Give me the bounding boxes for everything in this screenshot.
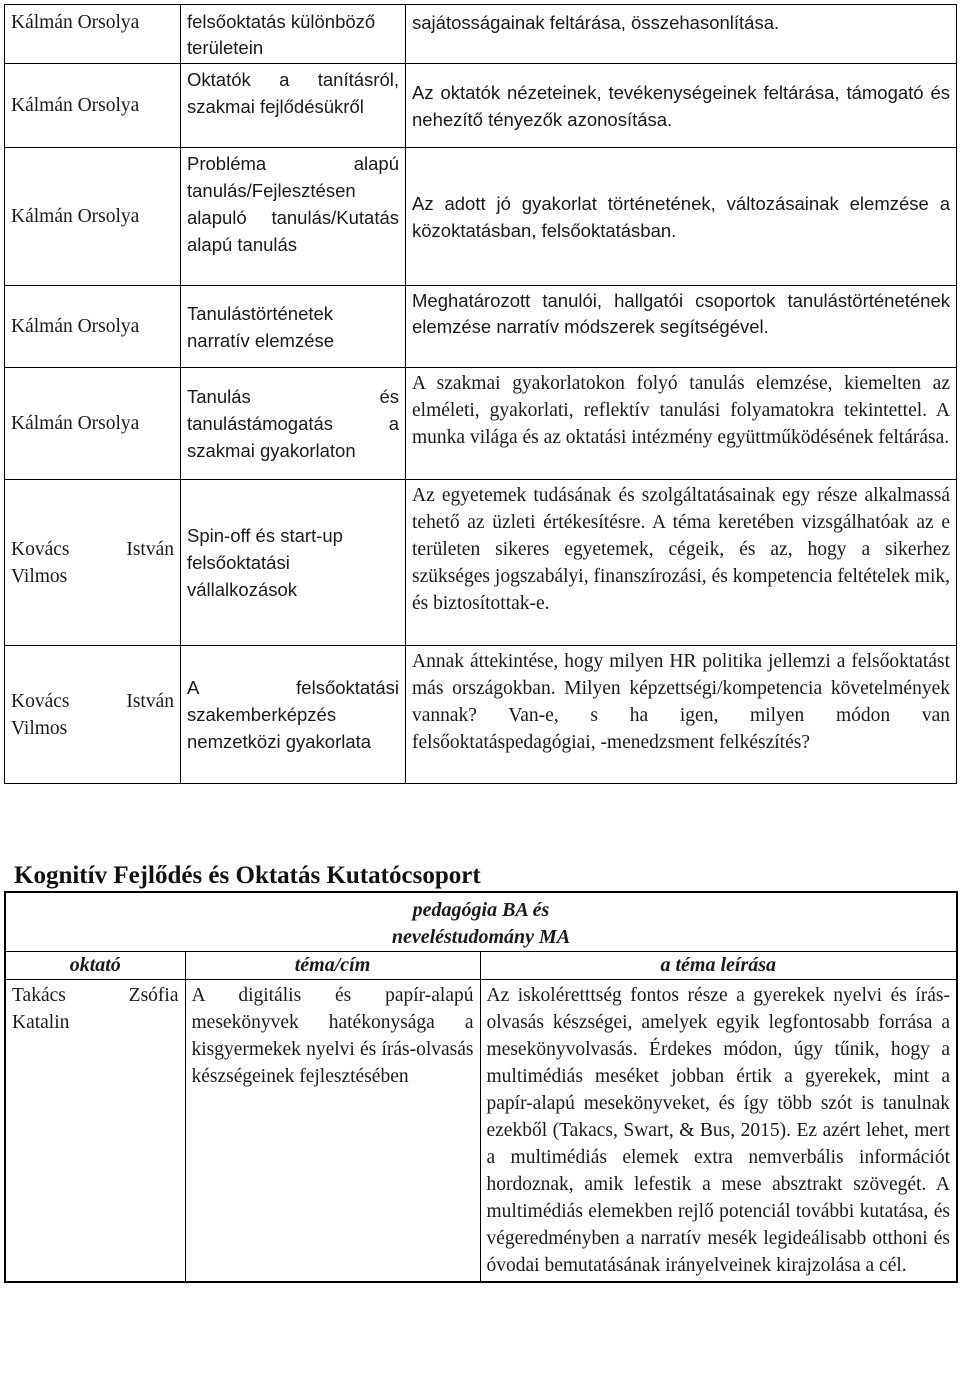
program-label: pedagógia BA és neveléstudomány MA <box>391 899 571 948</box>
topic-cell: Tanulás és tanulástámogatás a szakmai gyakorlaton <box>181 368 406 480</box>
section-title: Kognitív Fejlődés és Oktatás Kutatócsoport <box>14 862 481 889</box>
table-row <box>5 368 957 480</box>
description-cell: Annak áttekintése, hogy milyen HR politika jellemzi a felsőoktatást más országokban. Milyen képzettségi/kompetencia követelmények vannak? Van-e, s ha igen, milyen módon van felsőoktatáspedagógiai, -menedzsment felkészítés? <box>406 646 957 784</box>
topic-cell: A felsőoktatási szakemberképzés nemzetközi gyakorlata <box>181 646 406 784</box>
description-cell: Az adott jó gyakorlat történetének, változásainak elemzése a közoktatásban, felsőoktatásban. <box>406 148 957 286</box>
teacher-cell: Kovács István Vilmos <box>5 646 181 784</box>
table-row <box>5 5 957 64</box>
teacher-cell: Takács Zsófia Katalin <box>5 980 185 1283</box>
table-row <box>5 480 957 646</box>
topic-cell: Oktatók a tanításról, szakmai fejlődésükről <box>181 64 406 148</box>
table-row <box>5 646 957 784</box>
teacher-cell: Kálmán Orsolya <box>5 5 181 64</box>
program-heading <box>5 892 957 952</box>
description-cell: A szakmai gyakorlatokon folyó tanulás elemzése, kiemelten az elméleti, gyakorlati, reflektív tanulási folyamatokra tekintettel. A munka világa és az oktatási intézmény együttműködésének feltárása. <box>406 368 957 480</box>
description-cell: sajátosságainak feltárása, összehasonlítása. <box>406 5 957 64</box>
teacher-cell: Kálmán Orsolya <box>5 286 181 368</box>
column-header-description: a téma leírása <box>480 952 957 980</box>
description-cell: Meghatározott tanulói, hallgatói csoportok tanulástörténetének elemzése narratív módszerek segítségével. <box>406 286 957 368</box>
research-topics-table <box>4 4 957 784</box>
description-cell: Az egyetemek tudásának és szolgáltatásainak egy része alkalmassá tehető az üzleti értékesítésre. A téma keretében vizsgálhatóak az e területen sikeres egyetemek, cégeik, és az, hogy a sikerhez szükséges jogszabályi, finanszírozási, és kompetencia feltételek mik, és biztosítottak-e. <box>406 480 957 646</box>
teacher-cell: Kálmán Orsolya <box>5 148 181 286</box>
column-header-teacher: oktató <box>5 952 185 980</box>
column-header-topic: téma/cím <box>185 952 480 980</box>
teacher-cell: Kálmán Orsolya <box>5 368 181 480</box>
description-cell: Az oktatók nézeteinek, tevékenységeinek feltárása, támogató és nehezítő tényezők azonosítása. <box>406 64 957 148</box>
topic-cell: Probléma alapú tanulás/Fejlesztésen alapuló tanulás/Kutatás alapú tanulás <box>181 148 406 286</box>
header-row <box>5 952 957 980</box>
topic-cell: Spin-off és start-up felsőoktatási vállalkozások <box>181 480 406 646</box>
table-row <box>5 148 957 286</box>
table-row <box>5 64 957 148</box>
teacher-cell: Kálmán Orsolya <box>5 64 181 148</box>
program-row <box>5 892 957 952</box>
table-row <box>5 286 957 368</box>
research-group-table <box>4 891 958 1283</box>
topic-cell: Tanulástörténetek narratív elemzése <box>181 286 406 368</box>
topic-cell: felsőoktatás különböző területein <box>181 5 406 64</box>
description-cell: Az iskoléretttség fontos része a gyerekek nyelvi és írás-olvasás készségei, amelyek egyik legfontosabb forrása a mesekönyvolvasás. Érdekes módon, úgy tűnik, hogy a multimédiás meséket jobban értik a gyerekek, mint a papír-alapú mesekönyveket, és így több szót is tanulnak ezekből (Takacs, Swart, & Bus, 2015). Ez azért lehet, mert a multimédiás elemek extra nemverbális információt hordoznak, amik lefestik a mese absztrakt szövegét. A multimédiás elemekben rejlő potenciál további kutatása, és végeredményben a narratív mesék legideálisabb otthoni és óvodai bemutatásának irányelveinek kirajzolása a cél. <box>480 980 957 1283</box>
teacher-cell: Kovács István Vilmos <box>5 480 181 646</box>
table-row <box>5 980 957 1283</box>
topic-cell: A digitális és papír-alapú mesekönyvek hatékonysága a kisgyermekek nyelvi és írás-olvasás készségeinek fejlesztésében <box>185 980 480 1283</box>
